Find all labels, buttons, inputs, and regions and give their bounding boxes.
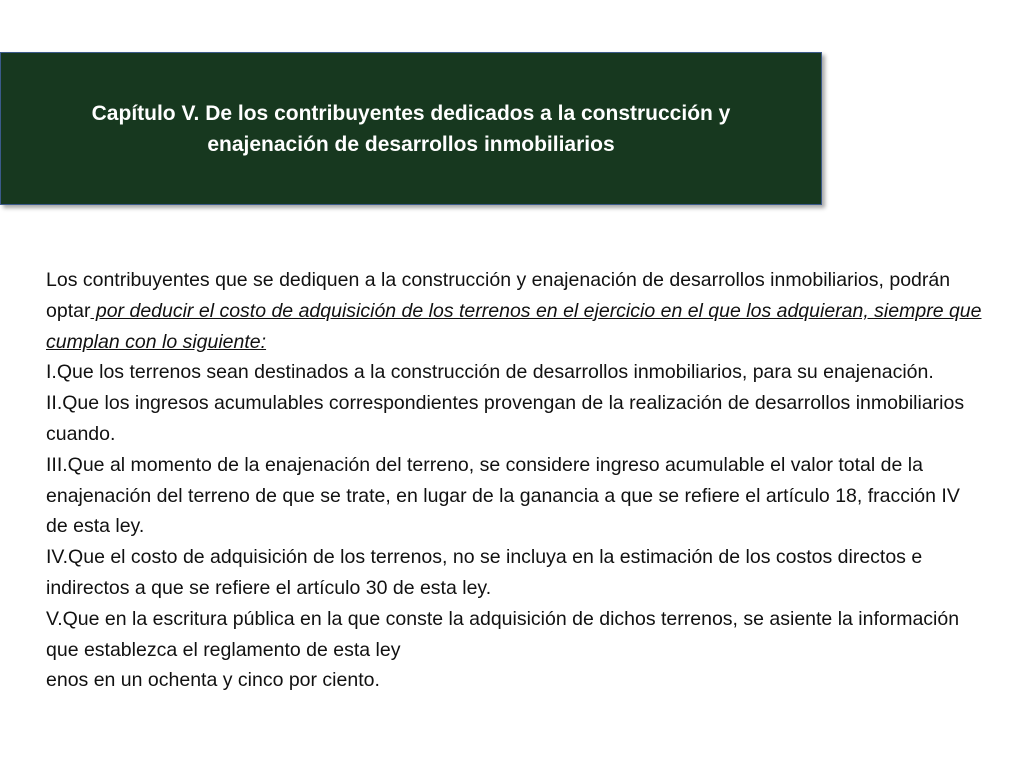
list-item-1: I.Que los terrenos sean destinados a la construcción de desarrollos inmobiliarios, para su enajenación. [46,361,934,384]
list-item-2: II.Que los ingresos acumulables correspondientes provengan de la realización de desarrollos inmobiliarios cuando. [46,392,965,445]
list-item-4: IV.Que el costo de adquisición de los terrenos, no se incluya en la estimación de los costos directos e indirectos a que se refiere el artículo 30 de esta ley. [46,546,923,599]
intro-plain-text: Los contribuyentes que se dediquen a la construcción y enajenación de desarrollos inmobiliarios, podrán optar [46,269,951,322]
slide-title: Capítulo V. De los contribuyentes dedicados a la construcción y enajenación de desarrollos inmobiliarios [91,101,731,156]
list-item-3: III.Que al momento de la enajenación del terreno, se considere ingreso acumulable el valor total de la enajenación del terreno de que se trate, en lugar de la ganancia a que se refiere el artículo 18, fracción IV de esta ley. [46,453,960,538]
list-item-6: enos en un ochenta y cinco por ciento. [46,669,380,692]
intro-paragraph [46,265,986,357]
title-banner [0,52,822,205]
slide-body [46,265,986,696]
intro-emphasis-text: por deducir el costo de adquisición de los terrenos en el ejercicio en el que los adquieran, siempre que cumplan con lo siguiente: [46,299,982,353]
list-item-5: V.Que en la escritura pública en la que conste la adquisición de dichos terrenos, se asiente la información que establezca el reglamento de esta ley [46,607,960,661]
